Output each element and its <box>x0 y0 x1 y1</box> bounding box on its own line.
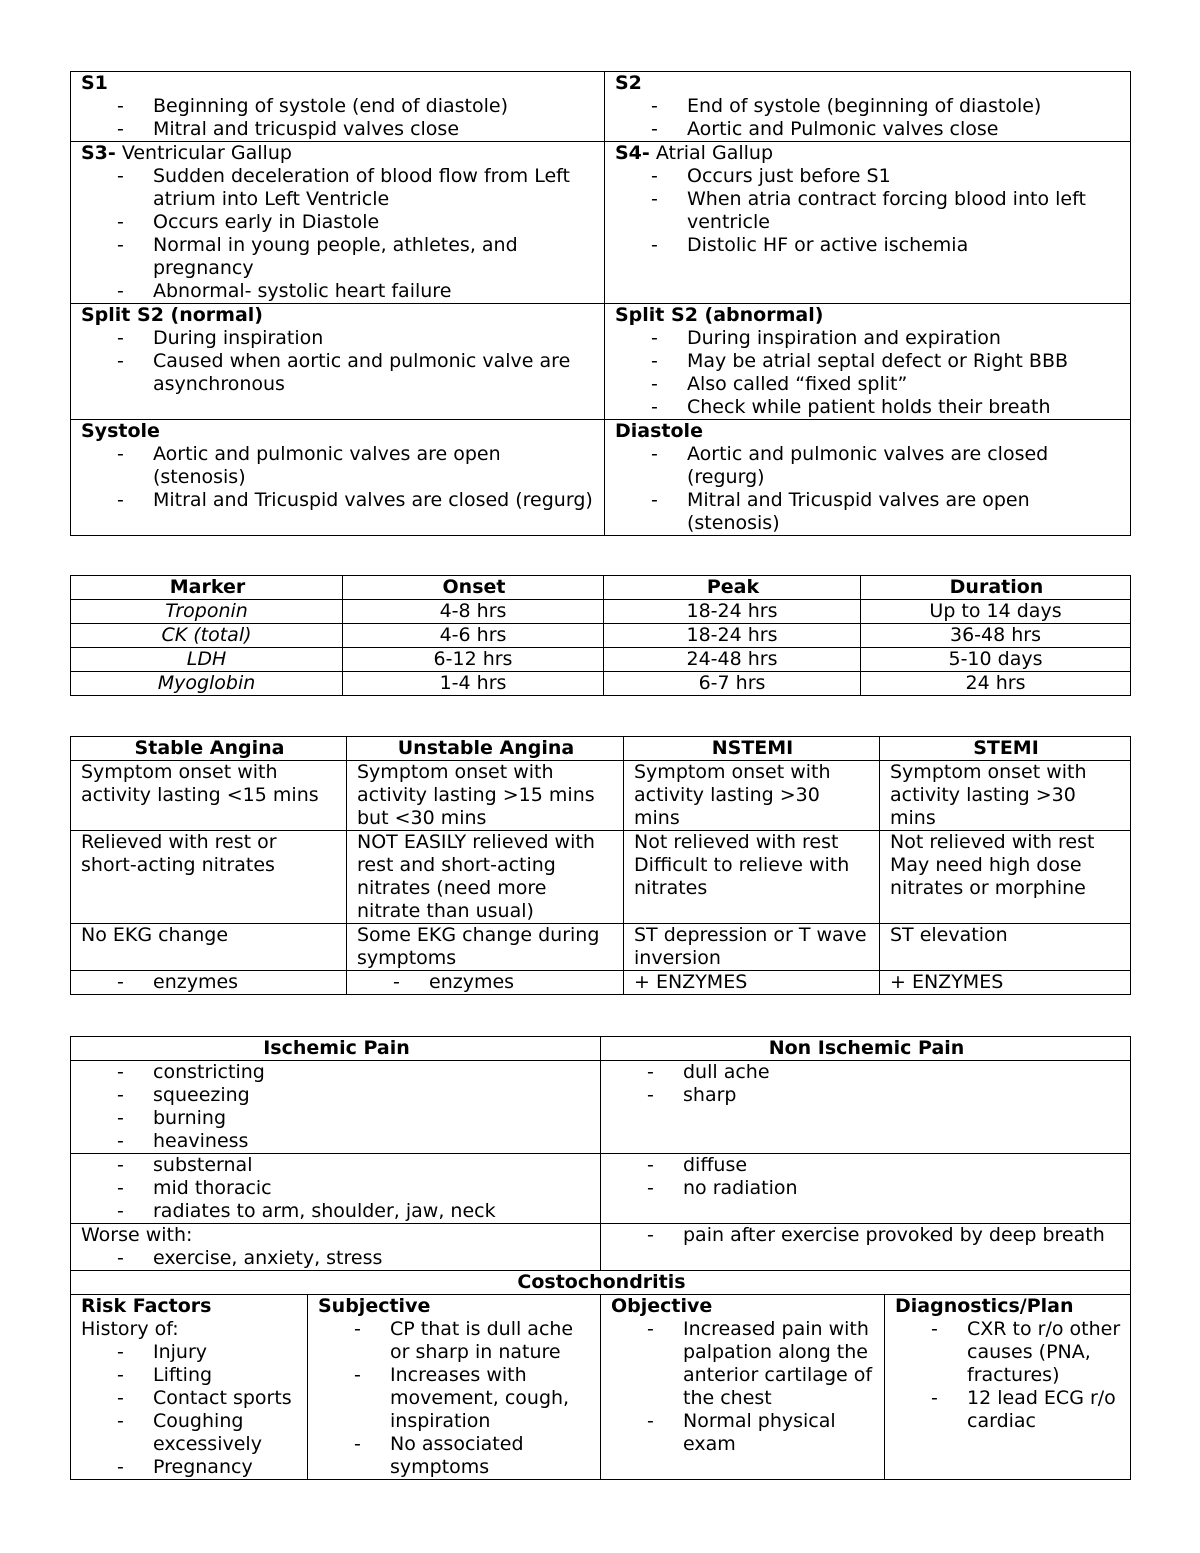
s3-subtitle: Ventricular Gallup <box>115 142 292 164</box>
list-item: - sharp <box>611 1084 1122 1107</box>
column-header: Unstable Angina <box>347 737 624 761</box>
costochondritis-title: Costochondritis <box>71 1271 1131 1295</box>
non-ischemic-quality-cell <box>601 1061 1131 1154</box>
marker-onset: 1-4 hrs <box>343 672 604 696</box>
non-ischemic-location-cell <box>601 1154 1131 1224</box>
list-item: - Normal in young people, athletes, and pregnancy <box>81 234 596 280</box>
column-header: STEMI <box>880 737 1131 761</box>
list-item: - Mitral and Tricuspid valves are open (stenosis) <box>615 489 1122 535</box>
table-header-row <box>71 737 1131 761</box>
marker-duration: Up to 14 days <box>861 600 1131 624</box>
table-cell <box>71 971 347 995</box>
split-abnormal-title: Split S2 (abnormal) <box>615 304 824 326</box>
list-item: - Aortic and pulmonic valves are closed (regurg) <box>615 443 1122 489</box>
column-header: Duration <box>861 576 1131 600</box>
marker-name: CK (total) <box>71 624 343 648</box>
s4-list <box>615 165 1122 257</box>
marker-duration: 24 hrs <box>861 672 1131 696</box>
risk-factors-intro: History of: <box>81 1318 179 1340</box>
table-cell: ST depression or T wave inversion <box>624 924 880 971</box>
table-row <box>71 761 1131 831</box>
table-row <box>71 1295 1131 1480</box>
table-row <box>71 971 1131 995</box>
list-item: - Sudden deceleration of blood flow from Left atrium into Left Ventricle <box>81 165 596 211</box>
marker-peak: 24-48 hrs <box>604 648 861 672</box>
table-header-row <box>71 1037 1131 1061</box>
ischemic-location-cell <box>71 1154 601 1224</box>
list-item: - CP that is dull ache or sharp in nature <box>318 1318 592 1364</box>
cardiac-markers-table <box>70 575 1131 696</box>
list-item: - squeezing <box>81 1084 592 1107</box>
list-item: - Occurs just before S1 <box>615 165 1122 188</box>
worse-with-label: Worse with: <box>81 1224 193 1246</box>
table-row <box>71 1224 1131 1271</box>
marker-onset: 4-6 hrs <box>343 624 604 648</box>
list-item: - May be atrial septal defect or Right BBB <box>615 350 1122 373</box>
list-item: - During inspiration and expiration <box>615 327 1122 350</box>
list-item: - Lifting <box>81 1364 299 1387</box>
table-cell: Not relieved with rest May need high dose nitrates or morphine <box>880 831 1131 924</box>
marker-name: Myoglobin <box>71 672 343 696</box>
list-item: - dull ache <box>611 1061 1122 1084</box>
table-row <box>71 1061 1131 1154</box>
ischemic-worse-cell <box>71 1224 601 1271</box>
marker-duration: 36-48 hrs <box>861 624 1131 648</box>
s4-cell <box>605 142 1131 304</box>
split-abnormal-cell <box>605 304 1131 420</box>
table-row <box>71 420 1131 536</box>
risk-factors-title: Risk Factors <box>81 1295 212 1317</box>
risk-factors-cell <box>71 1295 308 1480</box>
s1-cell <box>71 72 605 142</box>
non-ischemic-worse-list <box>611 1224 1122 1247</box>
list-item: - Normal physical exam <box>611 1410 876 1456</box>
angina-table <box>70 736 1131 995</box>
table-cell: + ENZYMES <box>624 971 880 995</box>
table-cell <box>347 971 624 995</box>
risk-factors-list <box>81 1341 299 1479</box>
list-item: - Abnormal- systolic heart failure <box>81 280 596 303</box>
list-item: - heaviness <box>81 1130 592 1153</box>
list-item: - Also called “fixed split” <box>615 373 1122 396</box>
table-cell: No EKG change <box>71 924 347 971</box>
s4-heading <box>615 142 1122 165</box>
table-cell: Symptom onset with activity lasting <15 mins <box>71 761 347 831</box>
subjective-title: Subjective <box>318 1295 431 1317</box>
list-item: - End of systole (beginning of diastole) <box>615 95 1122 118</box>
list-item: - Contact sports <box>81 1387 299 1410</box>
s2-list <box>615 95 1122 141</box>
list-item: - burning <box>81 1107 592 1130</box>
list-item: - Mitral and tricuspid valves close <box>81 118 596 141</box>
list-item: - Caused when aortic and pulmonic valve are asynchronous <box>81 350 596 396</box>
list-item: - radiates to arm, shoulder, jaw, neck <box>81 1200 592 1223</box>
s1-title: S1 <box>81 72 108 94</box>
table-row <box>71 142 1131 304</box>
non-ischemic-quality-list <box>611 1061 1122 1107</box>
table-cell: Symptom onset with activity lasting >15 mins but <30 mins <box>347 761 624 831</box>
column-header: Non Ischemic Pain <box>601 1037 1131 1061</box>
diagnostics-title: Diagnostics/Plan <box>895 1295 1074 1317</box>
table-row <box>71 1154 1131 1224</box>
column-header: Onset <box>343 576 604 600</box>
ischemic-worse-list <box>81 1247 592 1270</box>
split-normal-list <box>81 327 596 396</box>
list-item: - Distolic HF or active ischemia <box>615 234 1122 257</box>
table-row <box>71 304 1131 420</box>
list-item: - enzymes <box>357 971 615 994</box>
marker-onset: 6-12 hrs <box>343 648 604 672</box>
split-abnormal-list <box>615 327 1122 419</box>
list-item: - Check while patient holds their breath <box>615 396 1122 419</box>
s3-heading <box>81 142 596 165</box>
list-item: - Occurs early in Diastole <box>81 211 596 234</box>
ischemic-quality-cell <box>71 1061 601 1154</box>
table-cell: Symptom onset with activity lasting >30 mins <box>624 761 880 831</box>
list-item: - constricting <box>81 1061 592 1084</box>
diagnostics-cell <box>885 1295 1131 1480</box>
table-cell: Symptom onset with activity lasting >30 mins <box>880 761 1131 831</box>
list-item: - When atria contract forcing blood into left ventricle <box>615 188 1122 234</box>
table-cell: ST elevation <box>880 924 1131 971</box>
list-item: - CXR to r/o other causes (PNA, fractures) <box>895 1318 1122 1387</box>
list-item: - Increased pain with palpation along the anterior cartilage of the chest <box>611 1318 876 1410</box>
list-item: - Aortic and pulmonic valves are open (stenosis) <box>81 443 596 489</box>
list-item: - Beginning of systole (end of diastole) <box>81 95 596 118</box>
s3-cell <box>71 142 605 304</box>
objective-cell <box>601 1295 885 1480</box>
list-item: - substernal <box>81 1154 592 1177</box>
list-item: - enzymes <box>81 971 338 994</box>
s1-list <box>81 95 596 141</box>
list-item: - Coughing excessively <box>81 1410 299 1456</box>
systole-title: Systole <box>81 420 160 442</box>
list-item: - 12 lead ECG r/o cardiac <box>895 1387 1122 1433</box>
column-header: Peak <box>604 576 861 600</box>
non-ischemic-location-list <box>611 1154 1122 1200</box>
split-normal-cell <box>71 304 605 420</box>
list-item: - exercise, anxiety, stress <box>81 1247 592 1270</box>
column-header: Ischemic Pain <box>71 1037 601 1061</box>
table-row <box>71 648 1131 672</box>
s4-title: S4- <box>615 142 650 164</box>
diagnostics-list <box>895 1318 1122 1433</box>
subjective-cell <box>308 1295 601 1480</box>
column-header: NSTEMI <box>624 737 880 761</box>
s3-list <box>81 165 596 303</box>
table-cell: Not relieved with rest Difficult to relieve with nitrates <box>624 831 880 924</box>
column-header: Stable Angina <box>71 737 347 761</box>
diastole-title: Diastole <box>615 420 703 442</box>
list-item: - Mitral and Tricuspid valves are closed (regurg) <box>81 489 596 512</box>
split-normal-title: Split S2 (normal) <box>81 304 263 326</box>
table-row <box>71 672 1131 696</box>
list-item: - mid thoracic <box>81 1177 592 1200</box>
ischemic-location-list <box>81 1154 592 1223</box>
list-item: - Injury <box>81 1341 299 1364</box>
enzymes-list <box>81 971 338 994</box>
marker-name: Troponin <box>71 600 343 624</box>
objective-list <box>611 1318 876 1456</box>
objective-title: Objective <box>611 1295 713 1317</box>
table-cell: Relieved with rest or short-acting nitrates <box>71 831 347 924</box>
list-item: - Increases with movement, cough, inspiration <box>318 1364 592 1433</box>
systole-cell <box>71 420 605 536</box>
marker-peak: 18-24 hrs <box>604 600 861 624</box>
list-item: - During inspiration <box>81 327 596 350</box>
table-cell: NOT EASILY relieved with rest and short-acting nitrates (need more nitrate than usual) <box>347 831 624 924</box>
subjective-list <box>318 1318 592 1479</box>
pain-table <box>70 1036 1131 1480</box>
table-header-row <box>71 576 1131 600</box>
table-cell: + ENZYMES <box>880 971 1131 995</box>
enzymes-list <box>357 971 615 994</box>
diastole-cell <box>605 420 1131 536</box>
systole-list <box>81 443 596 512</box>
s3-title: S3- <box>81 142 116 164</box>
list-item: - Pregnancy <box>81 1456 299 1479</box>
ischemic-quality-list <box>81 1061 592 1153</box>
list-item: - pain after exercise provoked by deep breath <box>611 1224 1122 1247</box>
table-row <box>71 72 1131 142</box>
table-row <box>71 624 1131 648</box>
marker-duration: 5-10 days <box>861 648 1131 672</box>
column-header: Marker <box>71 576 343 600</box>
marker-peak: 6-7 hrs <box>604 672 861 696</box>
non-ischemic-worse-cell <box>601 1224 1131 1271</box>
table-row <box>71 831 1131 924</box>
s2-cell <box>605 72 1131 142</box>
s4-subtitle: Atrial Gallup <box>649 142 774 164</box>
list-item: - Aortic and Pulmonic valves close <box>615 118 1122 141</box>
table-row <box>71 1271 1131 1295</box>
list-item: - No associated symptoms <box>318 1433 592 1479</box>
list-item: - diffuse <box>611 1154 1122 1177</box>
marker-peak: 18-24 hrs <box>604 624 861 648</box>
table-row <box>71 924 1131 971</box>
s2-title: S2 <box>615 72 642 94</box>
list-item: - no radiation <box>611 1177 1122 1200</box>
marker-onset: 4-8 hrs <box>343 600 604 624</box>
marker-name: LDH <box>71 648 343 672</box>
diastole-list <box>615 443 1122 535</box>
table-row <box>71 600 1131 624</box>
heart-sounds-table <box>70 71 1131 536</box>
table-cell: Some EKG change during symptoms <box>347 924 624 971</box>
